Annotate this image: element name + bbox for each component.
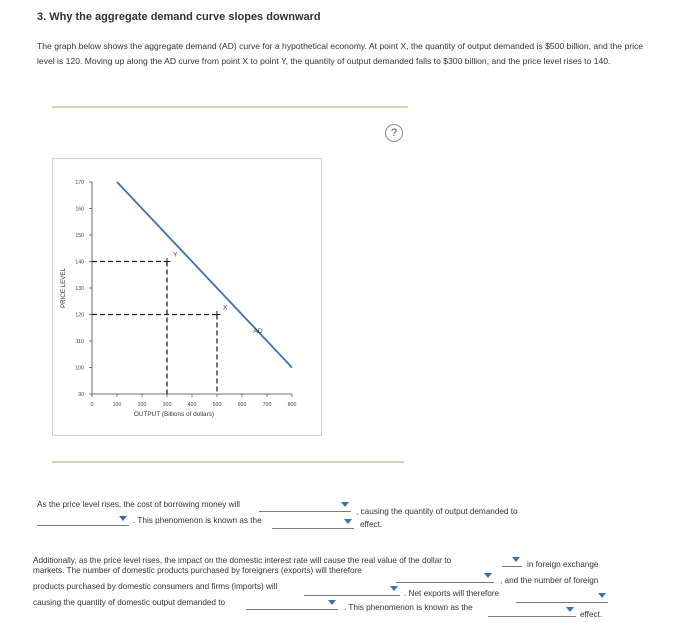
- y-tick-label: 170: [75, 180, 84, 186]
- para1-text-2: , causing the quantity of output demanded to: [356, 507, 518, 516]
- borrowing-cost-dropdown[interactable]: [259, 500, 351, 512]
- chevron-down-icon: [119, 516, 127, 521]
- top-divider: [52, 106, 408, 108]
- y-tick-label: 90: [78, 392, 84, 398]
- point-label-x: X: [223, 304, 228, 312]
- para1-text-1: As the price level rises, the cost of borrowing money will: [37, 500, 240, 509]
- ad-curve: [117, 182, 292, 368]
- ad-curve-label: AD: [253, 328, 263, 336]
- effect-name-dropdown-1[interactable]: [272, 517, 354, 529]
- effect-name-dropdown-2[interactable]: [488, 605, 576, 617]
- para2-line2-a: markets. The number of domestic products purchased by foreigners (exports) will therefore: [33, 566, 362, 575]
- x-tick-label: 400: [187, 402, 197, 408]
- para2-line1-a: Additionally, as the price level rises, the impact on the domestic interest rate will cause the real value of the dollar to: [33, 556, 452, 565]
- x-tick-label: 100: [112, 402, 122, 408]
- para2-line3-a: products purchased by domestic consumers and firms (imports) will: [33, 582, 278, 591]
- para1-text-3: . This phenomenon is known as the: [133, 516, 262, 525]
- x-tick-label: 600: [237, 402, 247, 408]
- para2-line4-a: causing the quantity of domestic output demanded to: [33, 598, 226, 607]
- ad-chart: [52, 158, 320, 434]
- x-tick-label: 0: [90, 402, 94, 408]
- y-tick-label: 140: [75, 259, 84, 266]
- chevron-down-icon: [484, 573, 492, 578]
- question-intro: The graph below shows the aggregate demand (AD) curve for a hypothetical economy. At point X, the quantity of output demanded is $500 billion, and the price level is 120. Moving up along the AD curve from point X to point Y, the quantity of output demanded falls to $300 billion, and the price level rises to 140.: [37, 41, 644, 66]
- y-tick-label: 120: [75, 312, 84, 319]
- x-tick-label: 500: [212, 402, 222, 408]
- chevron-down-icon: [328, 600, 336, 605]
- chevron-down-icon: [344, 519, 352, 524]
- para2-line3-b: . Net exports will therefore: [404, 589, 500, 598]
- para2-line4-c: effect.: [580, 610, 603, 619]
- chevron-down-icon: [390, 586, 398, 591]
- para2-line4-b: . This phenomenon is known as the: [344, 603, 473, 612]
- y-axis-label: PRICE LEVEL: [60, 268, 67, 308]
- bottom-divider: [52, 461, 404, 463]
- x-axis-label: OUTPUT (Billions of dollars): [133, 411, 215, 418]
- x-tick-label: 700: [262, 402, 272, 408]
- question-title: 3. Why the aggregate demand curve slopes downward: [37, 11, 321, 23]
- para2-line1-b: in foreign exchange: [527, 560, 599, 569]
- para2-line2-b: , and the number of foreign: [500, 576, 599, 585]
- help-icon[interactable]: ?: [385, 124, 403, 142]
- y-tick-label: 160: [75, 206, 84, 213]
- y-tick-label: 110: [75, 339, 84, 345]
- point-label-y: Y: [173, 251, 178, 259]
- net-exports-dropdown[interactable]: [516, 591, 608, 603]
- x-tick-label: 800: [287, 402, 297, 408]
- chevron-down-icon: [598, 593, 606, 598]
- output-demanded-dropdown[interactable]: [37, 514, 129, 526]
- x-tick-label: 200: [137, 402, 147, 408]
- exports-dropdown[interactable]: [396, 571, 494, 583]
- chevron-down-icon: [341, 502, 349, 507]
- chevron-down-icon: [566, 607, 574, 612]
- y-tick-label: 130: [75, 286, 84, 292]
- chevron-down-icon: [512, 557, 520, 562]
- y-tick-label: 150: [75, 233, 84, 239]
- dollar-value-dropdown[interactable]: [502, 555, 522, 567]
- domestic-output-dropdown[interactable]: [246, 598, 338, 610]
- x-tick-label: 300: [162, 402, 172, 408]
- para1-text-4: effect.: [360, 520, 383, 529]
- imports-dropdown[interactable]: [304, 584, 400, 596]
- y-tick-label: 100: [75, 365, 84, 372]
